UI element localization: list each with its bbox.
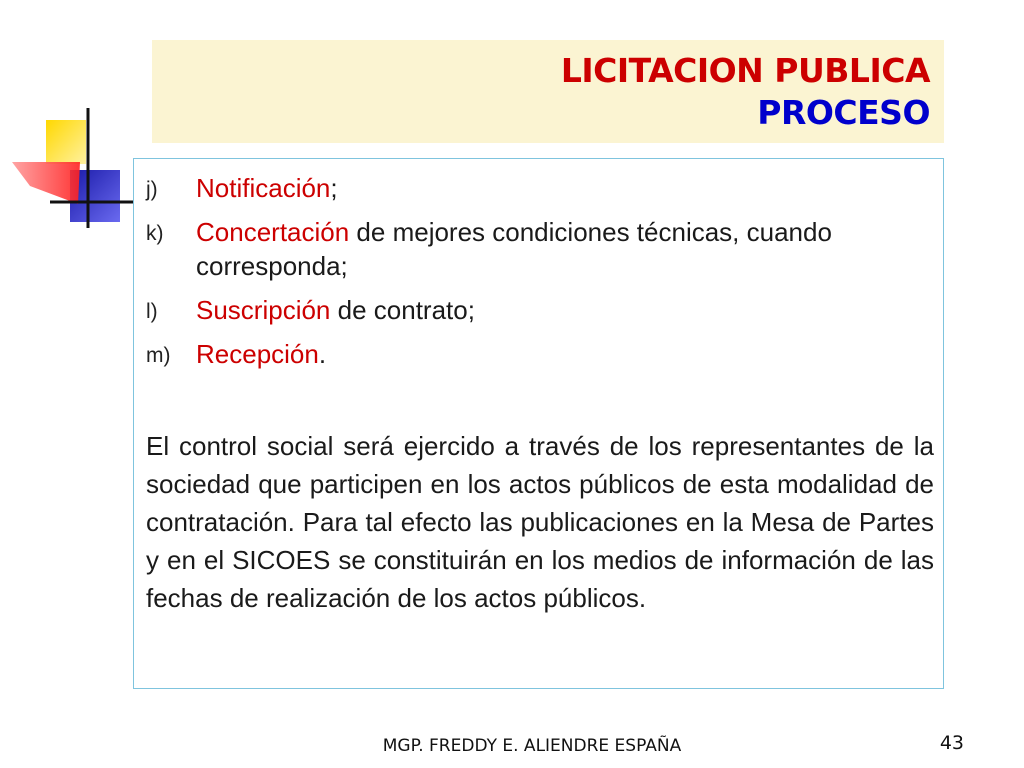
- list-marker: j): [146, 178, 158, 201]
- item-text: de contrato;: [330, 295, 475, 325]
- body-paragraph: El control social será ejercido a través de los representantes de la sociedad que participen en los actos públicos de esta modalidad de contratación. Para tal efecto las publicaciones en la Mesa de Partes y en el SICOES se constituirán en los medios de información de las fechas de realización de los actos públicos.: [146, 431, 934, 613]
- list-item: [146, 171, 916, 205]
- list-marker: m): [146, 344, 171, 367]
- decorative-squares-logo: [0, 100, 140, 240]
- title-banner: [152, 40, 944, 143]
- item-text: ;: [330, 173, 338, 203]
- list-item: [146, 215, 916, 283]
- list-item: [146, 293, 916, 327]
- item-highlight: Recepción: [196, 339, 319, 369]
- list-item: [146, 337, 916, 371]
- item-text: .: [318, 339, 327, 369]
- process-list: [146, 171, 916, 381]
- page-number: 43: [939, 732, 964, 754]
- item-highlight: Suscripción: [196, 295, 331, 325]
- list-marker: l): [146, 300, 158, 323]
- slide-subtitle: PROCESO: [757, 93, 930, 132]
- list-marker: k): [146, 222, 164, 245]
- content-box: [133, 158, 944, 689]
- slide-title: LICITACION PUBLICA: [560, 51, 930, 90]
- item-text: de mejores condiciones técnicas, cuando corresponda;: [196, 217, 832, 281]
- item-highlight: Notificación: [196, 173, 331, 203]
- item-highlight: Concertación: [196, 217, 350, 247]
- footer-author: MGP. FREDDY E. ALIENDRE ESPAÑA: [382, 736, 682, 756]
